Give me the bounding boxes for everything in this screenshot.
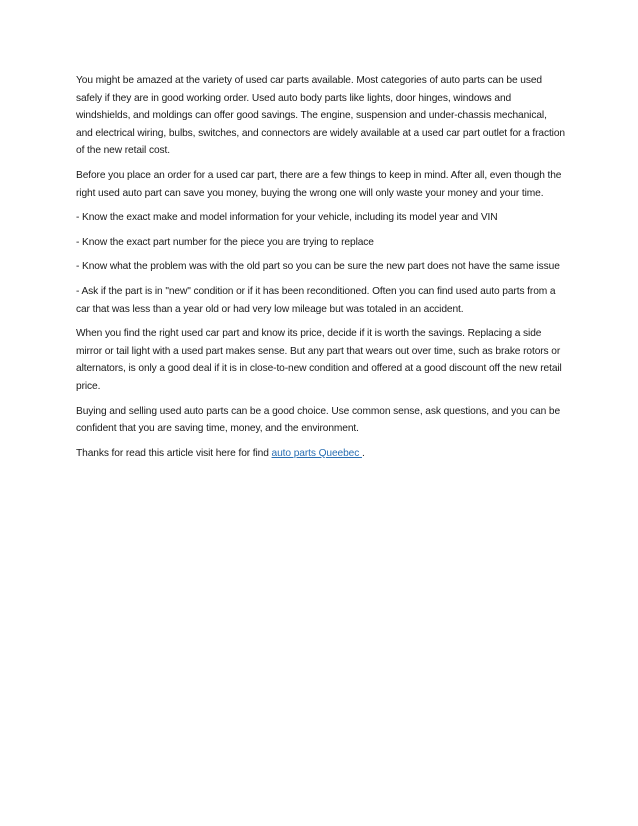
paragraph-before-order: Before you place an order for a used car part, there are a few things to keep in mind. After all, even though the right used auto part can save you money, buying the wrong one will only waste your money and your time. xyxy=(76,169,562,199)
list-item-condition: - Ask if the part is in "new" condition or if it has been reconditioned. Often you can find used auto parts from a car that was less than a year old or had very low mileage but was totaled in an accident. xyxy=(76,285,556,315)
list-item-problem: - Know what the problem was with the old part so you can be sure the new part does not have the same issue xyxy=(76,261,560,273)
paragraph-price: When you find the right used car part and know its price, decide if it is worth the savings. Replacing a side mirror or tail light with a used part makes sense. But any part that wears out over time, such as brake rotors or alternators, is only a good deal if it is in close-to-new condition and offered at a good discount off the new retail price. xyxy=(76,328,562,392)
paragraph-conclusion: Buying and selling used auto parts can be a good choice. Use common sense, ask questions, and you can be confident that you are saving time, money, and the environment. xyxy=(76,405,561,435)
document-body xyxy=(76,72,566,469)
list-item-part-number: - Know the exact part number for the piece you are trying to replace xyxy=(76,236,374,248)
list-item-make-model: - Know the exact make and model information for your vehicle, including its model year and VIN xyxy=(76,212,498,224)
closing-prefix: Thanks for read this article visit here for find xyxy=(76,447,272,459)
paragraph-intro: You might be amazed at the variety of used car parts available. Most categories of auto parts can be used safely if they are in good working order. Used auto body parts like lights, door hinges, windows and windshields, and moldings can offer good savings. The engine, suspension and under-chassis mechanical, and electrical wiring, bulbs, switches, and connectors are widely available at a used car part outlet for a fraction of the new retail cost. xyxy=(76,75,565,157)
paragraph-closing xyxy=(76,445,566,463)
closing-suffix: . xyxy=(361,447,365,459)
auto-parts-link[interactable]: auto parts Queebec xyxy=(271,447,362,459)
